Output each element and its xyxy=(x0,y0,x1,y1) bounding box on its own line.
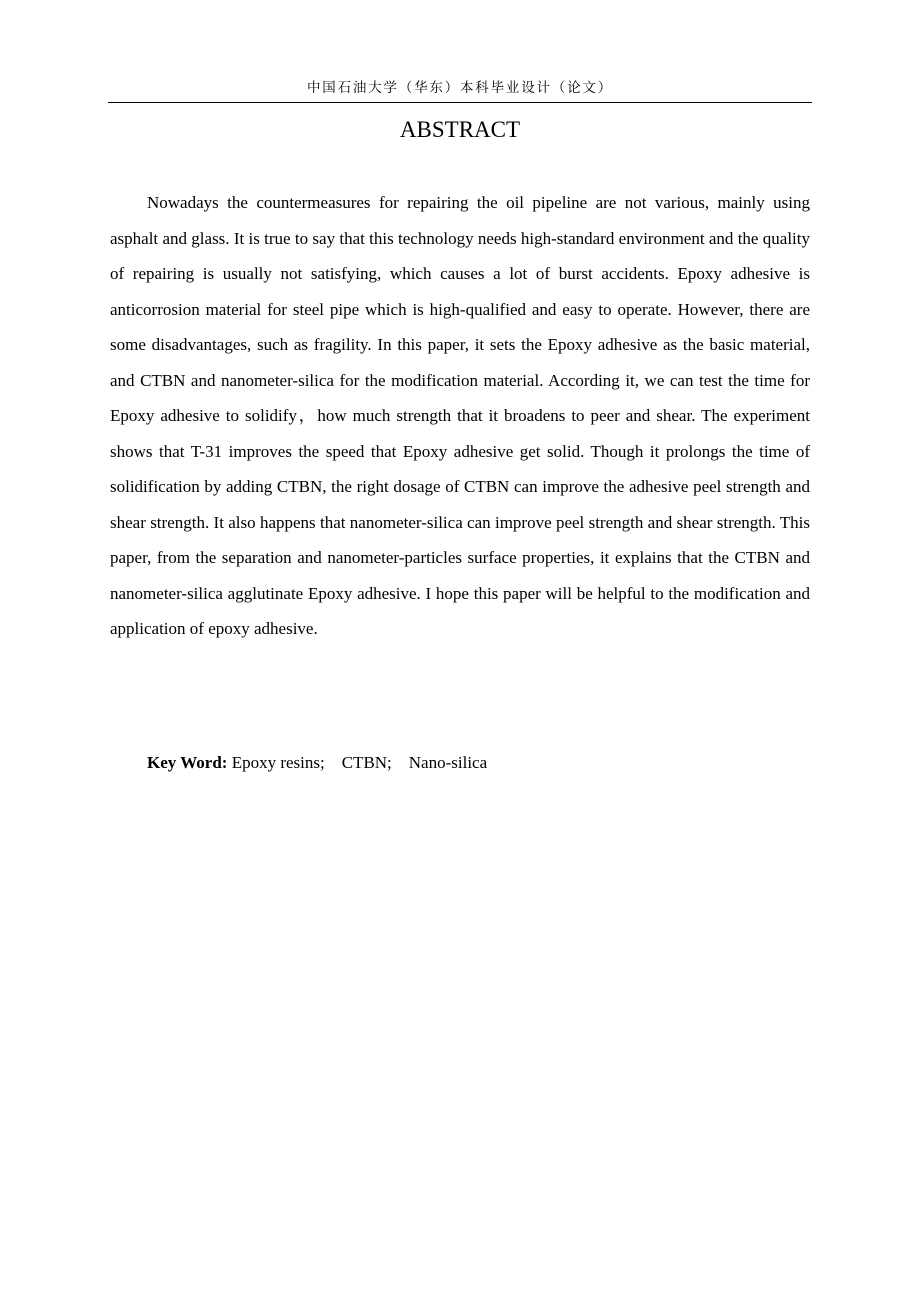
header-rule xyxy=(108,102,812,103)
page-title: ABSTRACT xyxy=(399,117,521,142)
running-header: 中国石油大学（华东）本科毕业设计（论文） xyxy=(307,80,613,96)
keyword-item: CTBN; xyxy=(341,753,392,772)
keywords-label: Key Word: xyxy=(147,753,228,772)
keyword-item: Nano-silica xyxy=(408,753,488,772)
keyword-item: Epoxy resins; xyxy=(231,753,325,772)
abstract-paragraph: Nowadays the countermeasures for repairing the oil pipeline are not various, mainly using asphalt and glass. It is true to say that this technology needs high-standard environment and the quality of repairing is usually not satisfying, which causes a lot of burst accidents. Epoxy adhesive is anticorrosion material for steel pipe which is high-qualified and easy to operate. However, there are some disadvantages, such as fragility. In this paper, it sets the Epoxy adhesive as the basic material, and CTBN and nanometer-silica for the modification material. According it, we can test the time for Epoxy adhesive to solidify，how much strength that it broadens to peer and shear. The experiment shows that T-31 improves the speed that Epoxy adhesive get solid. Though it prolongs the time of solidification by adding CTBN, the right dosage of CTBN can improve the adhesive peel strength and shear strength. It also happens that nanometer-silica can improve peel strength and shear strength. This paper, from the separation and nanometer-particles surface properties, it explains that the CTBN and nanometer-silica agglutinate Epoxy adhesive. I hope this paper will be helpful to the modification and application of epoxy adhesive. xyxy=(110,193,810,638)
keywords-line xyxy=(147,745,487,780)
